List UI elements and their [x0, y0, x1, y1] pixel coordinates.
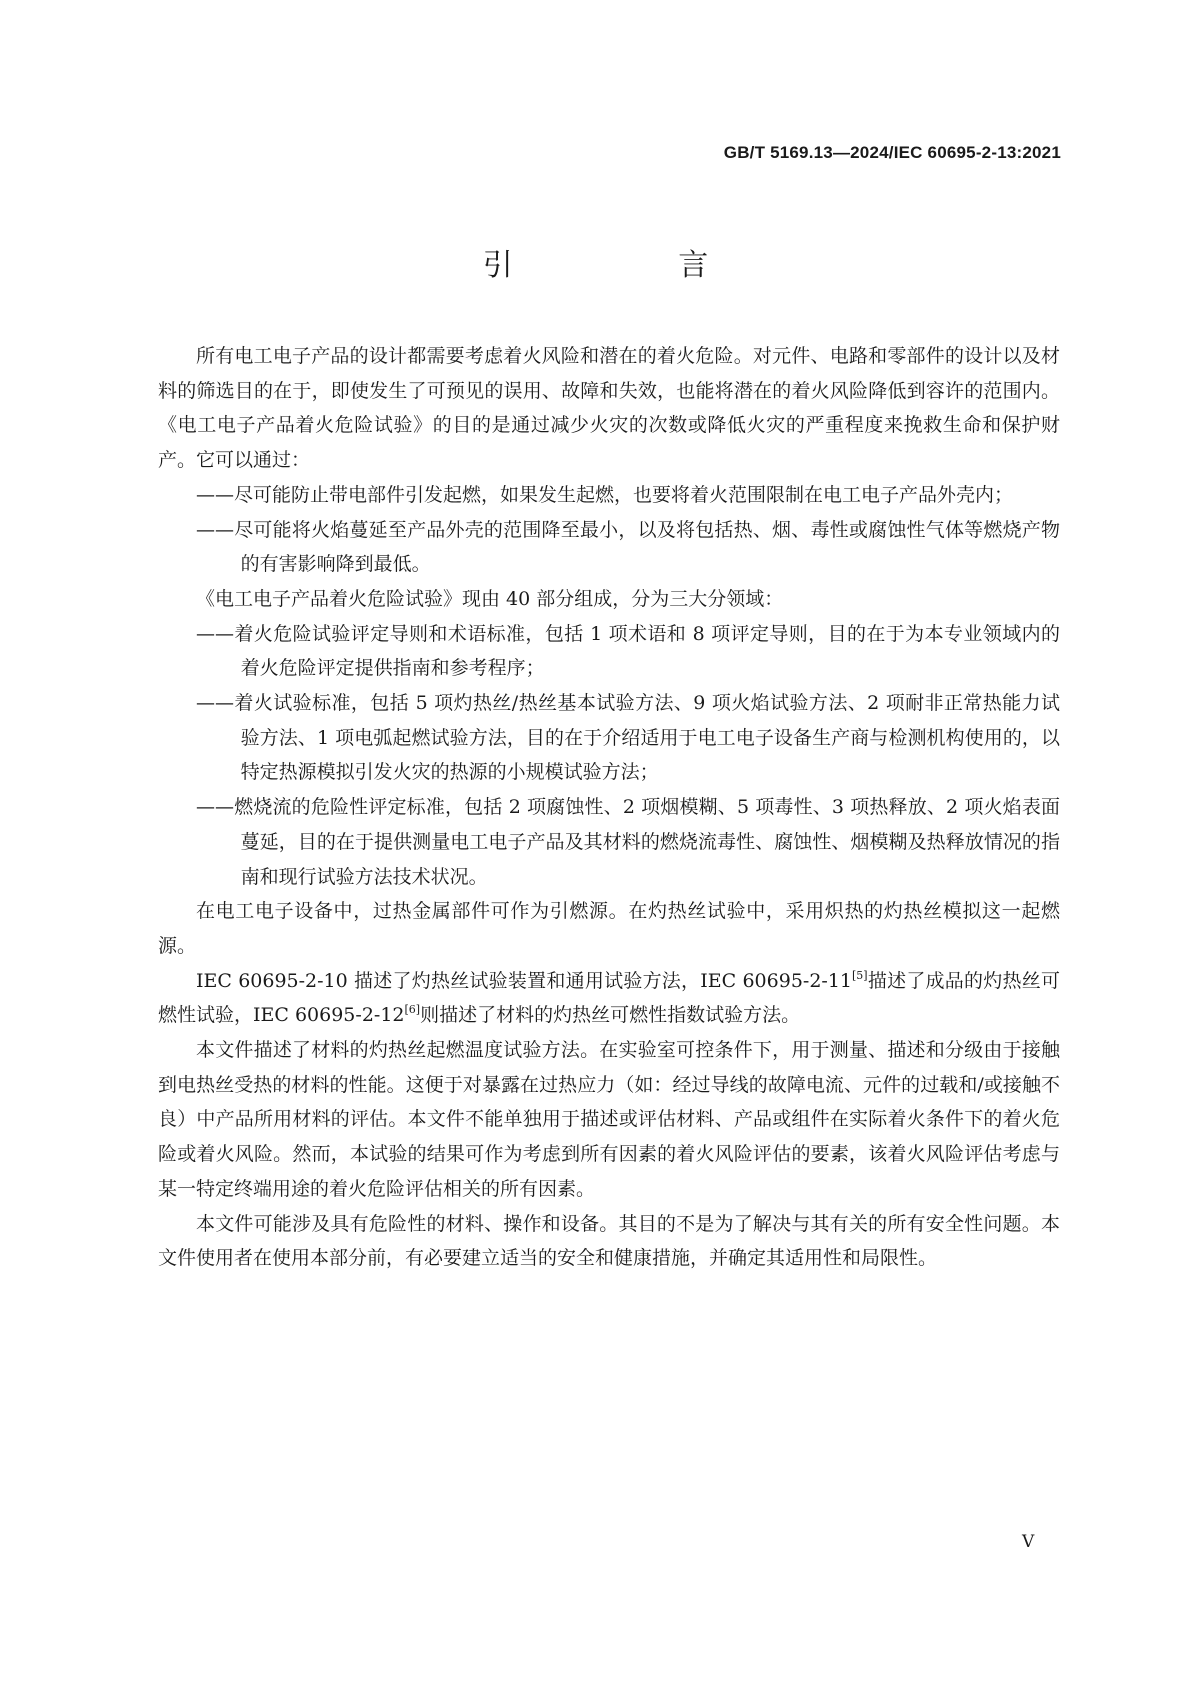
- reference-marker: [5]: [852, 968, 868, 982]
- related-standards-text: 则描述了材料的灼热丝可燃性指数试验方法。: [420, 1004, 801, 1027]
- list-item: ——尽可能防止带电部件引发起燃，如果发生起燃，也要将着火范围限制在电工电子产品外壳内；: [196, 483, 1014, 506]
- paragraph-series-structure: 《电工电子产品着火危险试验》现由 40 部分组成，分为三大分领域：: [196, 587, 784, 610]
- list-item: ——燃烧流的危险性评定标准，包括 2 项腐蚀性、2 项烟模糊、5 项毒性、3 项热释放、2 项火焰表面蔓延，目的在于提供测量电工电子产品及其材料的燃烧流毒性、腐蚀性、烟模糊及热释放情况的指南和现行试验方法技术状况。: [196, 796, 1060, 888]
- standard-number: GB/T 5169.13—2024/IEC 60695-2-13:2021: [723, 143, 1061, 162]
- paragraph-scope: 本文件描述了材料的灼热丝起燃温度试验方法。在实验室可控条件下，用于测量、描述和分级由于接触到电热丝受热的材料的性能。这便于对暴露在过热应力（如：经过导线的故障电流、元件的过载和/或接触不良）中产品所用材料的评估。本文件不能单独用于描述或评估材料、产品或组件在实际着火条件下的着火危险或着火风险。然而，本试验的结果可作为考虑到所有因素的着火风险评估的要素，该着火风险评估考虑与某一特定终端用途的着火危险评估相关的所有因素。: [158, 1039, 1060, 1200]
- reference-marker: [6]: [404, 1003, 421, 1017]
- page-title: 引 言: [482, 248, 787, 283]
- related-standards-text: IEC 60695-2-10 描述了灼热丝试验装置和通用试验方法，IEC 60695-2-11: [196, 969, 853, 992]
- list-item: ——着火危险试验评定导则和术语标准，包括 1 项术语和 8 项评定导则，目的在于为本专业领域内的着火危险评定提供指南和参考程序；: [196, 622, 1060, 680]
- page-number: V: [1022, 1532, 1035, 1552]
- list-item: ——尽可能将火焰蔓延至产品外壳的范围降至最小，以及将包括热、烟、毒性或腐蚀性气体等燃烧产物的有害影响降到最低。: [196, 518, 1060, 576]
- paragraph-intro: 所有电工电子产品的设计都需要考虑着火风险和潜在的着火危险。对元件、电路和零部件的设计以及材料的筛选目的在于，即使发生了可预见的误用、故障和失效，也能将潜在的着火风险降低到容许的范围内。《电工电子产品着火危险试验》的目的是通过减少火灾的次数或降低火灾的严重程度来挽救生命和保护财产。它可以通过：: [158, 345, 1060, 472]
- paragraph-ignition-source: 在电工电子设备中，过热金属部件可作为引燃源。在灼热丝试验中，采用炽热的灼热丝模拟这一起燃源。: [158, 900, 1060, 957]
- document-body: [158, 339, 1060, 1276]
- paragraph-safety: 本文件可能涉及具有危险性的材料、操作和设备。其目的不是为了解决与其有关的所有安全性问题。本文件使用者在使用本部分前，有必要建立适当的安全和健康措施，并确定其适用性和局限性。: [158, 1212, 1060, 1270]
- list-item: ——着火试验标准，包括 5 项灼热丝/热丝基本试验方法、9 项火焰试验方法、2 项耐非正常热能力试验方法、1 项电弧起燃试验方法，目的在于介绍适用于电工电子设备生产商与检测机构使用的，以特定热源模拟引发火灾的热源的小规模试验方法；: [196, 692, 1060, 784]
- related-standards-text: 描述了成品的灼热丝可燃性试验，IEC 60695-2-12: [158, 969, 1060, 1027]
- paragraph-related-standards: [158, 964, 1060, 1033]
